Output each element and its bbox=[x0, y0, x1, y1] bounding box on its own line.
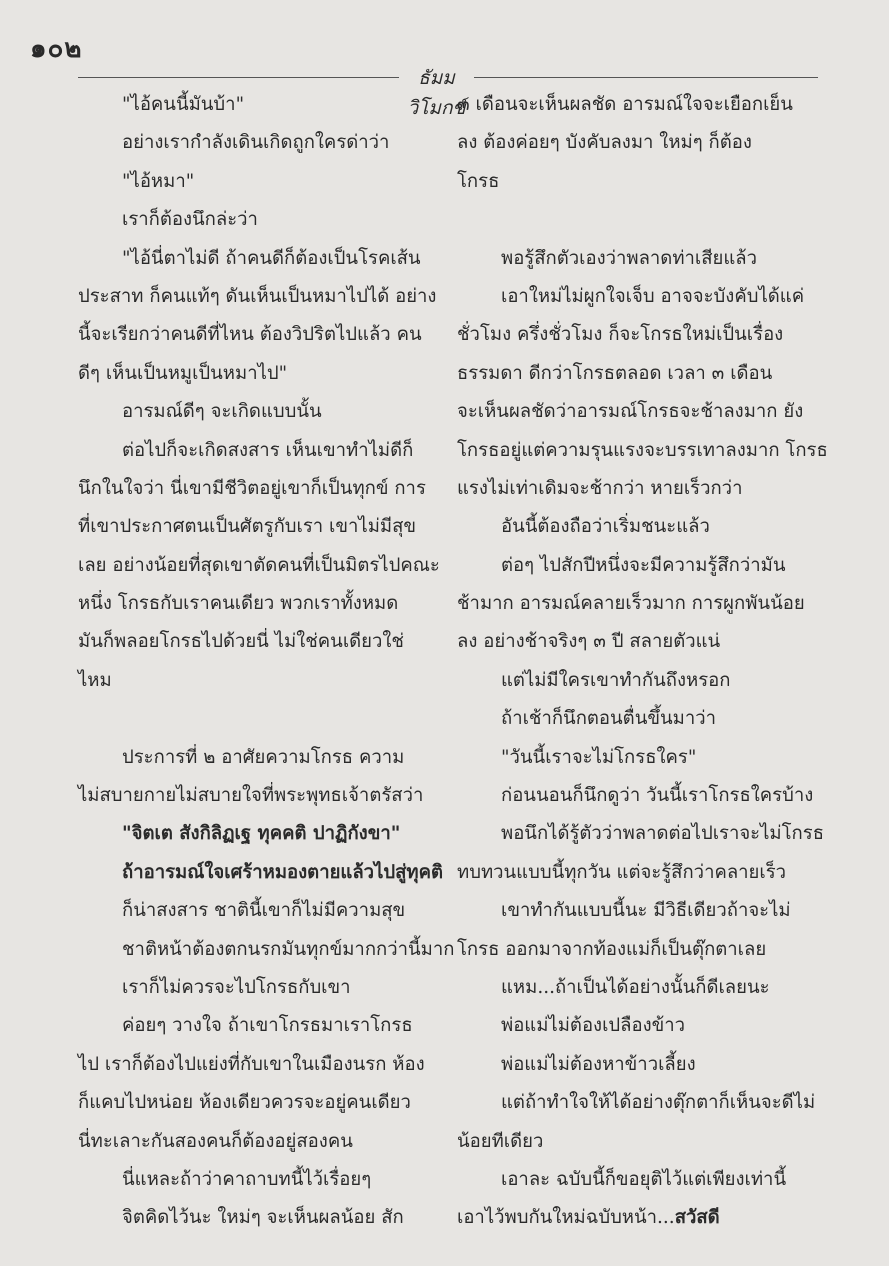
text-line bbox=[78, 623, 428, 661]
text-line-content: ที่เขาประกาศตนเป็นศัตรูกับเรา เขาไม่มีสุข bbox=[78, 516, 417, 538]
text-line bbox=[457, 278, 817, 316]
text-line-content: ไหม bbox=[78, 669, 112, 691]
text-line-content: ก่อนนอนก็นึกดูว่า วันนี้เราโกรธใครบ้าง bbox=[501, 785, 814, 807]
text-line-content: แต่ไม่มีใครเขาทำกันถึงหรอก bbox=[501, 669, 731, 691]
text-line bbox=[457, 585, 817, 623]
page-number: ๑๐๒ bbox=[30, 34, 83, 64]
text-line-content: ถ้าอารมณ์ใจเศร้าหมองตายแล้วไปสู่ทุคติ bbox=[122, 861, 443, 883]
text-line bbox=[78, 470, 428, 508]
text-line bbox=[457, 547, 817, 585]
text-line-content: "จิตเต สังกิลิฏเฐ ทุคคติ ปาฏิกังขา" bbox=[122, 823, 401, 845]
text-line bbox=[457, 432, 828, 470]
text-line bbox=[457, 470, 817, 508]
text-line-content: นึกในใจว่า นี่เขามีชีวิตอยู่เขาก็เป็นทุกข์ การ bbox=[78, 477, 426, 499]
text-line-content: เอาละ ฉบับนี้ก็ขอยุติไว้แต่เพียงเท่านี้ bbox=[501, 1168, 787, 1190]
text-line bbox=[457, 201, 817, 239]
text-line-content: เลย อย่างน้อยที่สุดเขาตัดคนที่เป็นมิตรไปคณะ bbox=[78, 554, 440, 576]
text-line-content: พอรู้สึกตัวเองว่าพลาดท่าเสียแล้ว bbox=[501, 247, 758, 269]
text-line bbox=[457, 1199, 817, 1237]
text-line bbox=[78, 1199, 428, 1237]
text-line bbox=[457, 931, 817, 969]
text-line-content: จิตคิดไว้นะ ใหม่ๆ จะเห็นผลน้อย สัก bbox=[122, 1207, 404, 1229]
text-line bbox=[78, 969, 428, 1007]
text-line bbox=[78, 508, 428, 546]
text-line bbox=[78, 854, 443, 892]
text-line bbox=[78, 931, 455, 969]
text-line-content: ธรรมดา ดีกว่าโกรธตลอด เวลา ๓ เดือน bbox=[457, 362, 773, 384]
text-line-content: เอาไว้พบกันใหม่ฉบับหน้า... bbox=[457, 1207, 675, 1229]
text-line bbox=[457, 1084, 817, 1122]
text-line-content: เขาทำกันแบบนี้นะ มีวิธีเดียวถ้าจะไม่ bbox=[501, 900, 791, 922]
text-line bbox=[457, 316, 817, 354]
text-line-content: ก็น่าสงสาร ชาตินี้เขาก็ไม่มีความสุข bbox=[122, 900, 406, 922]
text-line-content: ลง อย่างช้าจริงๆ ๓ ปี สลายตัวแน่ bbox=[457, 631, 721, 653]
text-line bbox=[78, 86, 428, 124]
text-line bbox=[78, 662, 428, 700]
text-line-content: ไป เราก็ต้องไปแย่งที่กับเขาในเมืองนรก ห้อง bbox=[78, 1053, 425, 1075]
text-line bbox=[78, 355, 428, 393]
text-line bbox=[78, 1046, 428, 1084]
text-line bbox=[457, 355, 817, 393]
text-line bbox=[457, 969, 817, 1007]
text-line-content: โกรธ ออกมาจากท้องแม่ก็เป็นตุ๊กตาเลย bbox=[457, 938, 767, 960]
text-line bbox=[457, 700, 817, 738]
text-line-content: ชั่วโมง ครึ่งชั่วโมง ก็จะโกรธใหม่เป็นเรื่อง bbox=[457, 324, 784, 346]
text-line bbox=[457, 623, 817, 661]
text-line-content: เอาใหม่ไม่ผูกใจเจ็บ อาจจะบังคับได้แค่ bbox=[501, 285, 805, 307]
text-line bbox=[457, 815, 824, 853]
text-line-content: ๓ เดือนจะเห็นผลชัด อารมณ์ใจจะเยือกเย็น bbox=[457, 94, 793, 115]
text-line-content: เราก็ต้องนึกล่ะว่า bbox=[122, 209, 258, 231]
text-line bbox=[457, 1007, 817, 1045]
text-line-content: โกรธ bbox=[457, 170, 500, 192]
text-line-content: อันนี้ต้องถือว่าเริ่มชนะแล้ว bbox=[501, 516, 710, 538]
text-line-content: "ไอ้คนนี้มันบ้า" bbox=[122, 94, 245, 115]
text-line bbox=[78, 700, 428, 738]
text-line bbox=[457, 508, 817, 546]
text-line-content: ไม่สบายกายไม่สบายใจที่พระพุทธเจ้าตรัสว่า bbox=[78, 785, 424, 807]
text-line bbox=[457, 163, 817, 201]
text-line-content: ถ้าเช้าก็นึกตอนตื่นขึ้นมาว่า bbox=[501, 708, 716, 730]
text-line-content: "ไอ้หมา" bbox=[122, 170, 195, 192]
text-line bbox=[78, 278, 437, 316]
text-line-content: ลง ต้องค่อยๆ บังคับลงมา ใหม่ๆ ก็ต้อง bbox=[457, 132, 752, 154]
text-line bbox=[78, 739, 428, 777]
text-line-content: อารมณ์ดีๆ จะเกิดแบบนั้น bbox=[122, 401, 322, 423]
text-line bbox=[457, 1161, 817, 1199]
text-line-content: แรงไม่เท่าเดิมจะช้ากว่า หายเร็วกว่า bbox=[457, 477, 743, 499]
text-line bbox=[78, 1161, 428, 1199]
text-line-content: "วันนี้เราจะไม่โกรธใคร" bbox=[501, 746, 697, 768]
text-line bbox=[457, 854, 817, 892]
text-line-content: หนึ่ง โกรธกับเราคนเดียว พวกเราทั้งหมด bbox=[78, 593, 399, 615]
text-line-content: เราก็ไม่ควรจะไปโกรธกับเขา bbox=[122, 976, 351, 998]
text-line bbox=[78, 547, 440, 585]
header-rule-right bbox=[474, 77, 818, 78]
text-line-content: ชาติหน้าต้องตกนรกมันทุกข์มากกว่านี้มาก bbox=[122, 938, 455, 960]
text-line bbox=[457, 393, 817, 431]
text-line-content: พอนึกได้รู้ตัวว่าพลาดต่อไปเราจะไม่โกรธ bbox=[501, 823, 824, 845]
text-line bbox=[457, 739, 817, 777]
text-line-content: อย่างเรากำลังเดินเกิดถูกใครด่าว่า bbox=[122, 132, 390, 154]
text-line bbox=[78, 201, 428, 239]
text-line bbox=[457, 86, 817, 124]
right-column bbox=[457, 86, 828, 1238]
text-line-content: ค่อยๆ วางใจ ถ้าเขาโกรธมาเราโกรธ bbox=[122, 1015, 413, 1037]
text-line bbox=[457, 240, 817, 278]
text-line-content: ต่อไปก็จะเกิดสงสาร เห็นเขาทำไม่ดีก็ bbox=[122, 439, 414, 461]
text-line-content: ดีๆ เห็นเป็นหมูเป็นหมาไป" bbox=[78, 362, 288, 384]
header-rule-left bbox=[78, 77, 399, 78]
text-line bbox=[78, 163, 428, 201]
text-line bbox=[78, 777, 428, 815]
text-line-content: นี้จะเรียกว่าคนดีที่ไหน ต้องวิปริตไปแล้ว คน bbox=[78, 324, 422, 346]
text-line bbox=[457, 662, 817, 700]
text-line bbox=[78, 1123, 428, 1161]
text-line-content: โกรธอยู่แต่ความรุนแรงจะบรรเทาลงมาก โกรธ bbox=[457, 439, 828, 461]
text-line-content: "ไอ้นี่ตาไม่ดี ถ้าคนดีก็ต้องเป็นโรคเส้น bbox=[122, 247, 421, 269]
text-line-content: ประการที่ ๒ อาศัยความโกรธ ความ bbox=[122, 746, 405, 768]
text-line-content: ทบทวนแบบนี้ทุกวัน แต่จะรู้สึกว่าคลายเร็ว bbox=[457, 861, 787, 883]
text-line-content: แหม...ถ้าเป็นได้อย่างนั้นก็ดีเลยนะ bbox=[501, 976, 770, 998]
text-line-content: ช้ามาก อารมณ์คลายเร็วมาก การผูกพันน้อย bbox=[457, 593, 805, 615]
text-line-content: ก็แคบไปหน่อย ห้องเดียวควรจะอยู่คนเดียว bbox=[78, 1092, 411, 1114]
text-line bbox=[78, 124, 428, 162]
text-line bbox=[78, 432, 428, 470]
text-line-content: นี่ทะเลาะกันสองคนก็ต้องอยู่สองคน bbox=[78, 1130, 353, 1152]
text-line bbox=[457, 124, 817, 162]
text-line-content: พ่อแม่ไม่ต้องเปลืองข้าว bbox=[501, 1015, 686, 1037]
text-line-content: มันก็พลอยโกรธไปด้วยนี่ ไม่ใช่คนเดียวใช่ bbox=[78, 631, 404, 653]
text-line-content: นี่แหละถ้าว่าคาถาบทนี้ไว้เรื่อยๆ bbox=[122, 1168, 372, 1190]
text-line bbox=[78, 240, 428, 278]
text-line bbox=[78, 585, 428, 623]
text-line bbox=[457, 892, 817, 930]
text-line bbox=[78, 316, 428, 354]
text-line-content: น้อยทีเดียว bbox=[457, 1130, 544, 1152]
text-line bbox=[78, 892, 428, 930]
text-line-content: จะเห็นผลชัดว่าอารมณ์โกรธจะช้าลงมาก ยัง bbox=[457, 401, 804, 423]
text-line-content: ต่อๆ ไปสักปีหนึ่งจะมีความรู้สึกว่ามัน bbox=[501, 554, 786, 576]
text-line-content: พ่อแม่ไม่ต้องหาข้าวเลี้ยง bbox=[501, 1053, 696, 1075]
text-line bbox=[457, 777, 817, 815]
closing-salutation: สวัสดี bbox=[674, 1207, 720, 1229]
text-line bbox=[78, 393, 428, 431]
text-line bbox=[78, 1084, 428, 1122]
text-line bbox=[457, 1046, 817, 1084]
running-header-title: ธัมมวิโมกข์ bbox=[407, 67, 466, 119]
text-line-content: แต่ถ้าทำใจให้ได้อย่างตุ๊กตาก็เห็นจะดีไม่ bbox=[501, 1092, 816, 1114]
text-line bbox=[78, 815, 428, 853]
text-line-content: ประสาท ก็คนแท้ๆ ดันเห็นเป็นหมาไปได้ อย่าง bbox=[78, 285, 437, 307]
text-line bbox=[457, 1123, 817, 1161]
text-line bbox=[78, 1007, 428, 1045]
